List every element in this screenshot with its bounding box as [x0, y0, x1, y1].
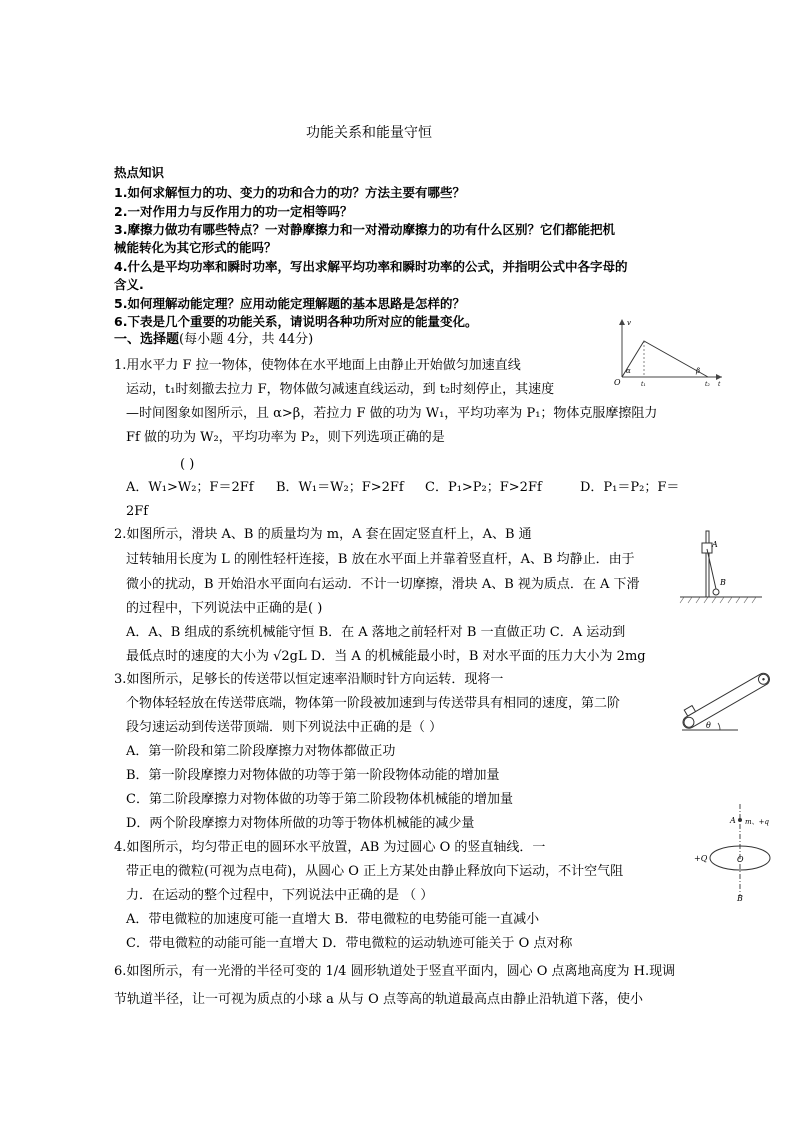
q1-fig-o: O — [614, 378, 621, 387]
q4-line: 力．在运动的整个过程中，下列说法中正确的是 （ ） — [126, 888, 434, 903]
hot-item: 1.如何求解恒力的功、变力的功和合力的功？方法主要有哪些？ — [114, 185, 465, 200]
q2-line: 过转轴用长度为 L 的刚性轻杆连接，B 放在水平面上并靠着竖直杆，A、B 均静止．由于 — [126, 552, 635, 567]
q2-rod-figure — [676, 525, 766, 605]
q4-line: 带正电的微粒(可视为点电荷)，从圆心 O 正上方某处由静止释放向下运动，不计空气阻 — [126, 864, 624, 879]
q3-line: 3.如图所示，足够长的传送带以恒定速率沿顺时针方向运转．现将一 — [114, 672, 504, 687]
hot-heading: 热点知识 — [114, 165, 165, 180]
q6-line: 6.如图所示，有一光滑的半径可变的 1/4 圆形轨道处于竖直平面内，圆心 O 点离地高度为 H.现调 — [114, 964, 676, 979]
q2-line: 微小的扰动，B 开始沿水平面向右运动．不计一切摩擦，滑块 A、B 视为质点．在 A 下滑 — [126, 577, 640, 592]
q3-option-d: D．两个阶段摩擦力对物体所做的功等于物体机械能的减少量 — [126, 816, 475, 831]
q4-line: 4.如图所示，均匀带正电的圆环水平放置，AB 为过圆心 O 的竖直轴线．一 — [114, 840, 546, 855]
q1-answer-blank: ( ) — [180, 457, 195, 472]
q2-line: 的过程中，下列说法中正确的是( ) — [126, 601, 323, 616]
q2-options: 最低点时的速度的大小为 √2gL D．当 A 的机械能最小时，B 对水平面的压力大小为 2mg — [126, 649, 646, 664]
q2-fig-a: A — [712, 540, 718, 549]
hot-item: 5.如何理解动能定理？应用动能定理解题的基本思路是怎样的？ — [114, 296, 465, 311]
q1-line: Ff 做的功为 W₂，平均功率为 P₂，则下列选项正确的是 — [126, 430, 445, 445]
section-label: 一、选择题 — [114, 332, 180, 347]
hot-item: 械能转化为其它形式的能吗？ — [114, 240, 277, 255]
q1-vt-graph — [610, 315, 730, 390]
q4-ring-figure — [690, 800, 790, 910]
q1-line: —时间图象如图所示，且 α>β，若拉力 F 做的功为 W₁，平均功率为 P₁；物体克服摩擦阻力 — [126, 406, 658, 421]
q4-fig-b: B — [737, 894, 743, 903]
q4-options: A．带电微粒的加速度可能一直增大 B．带电微粒的电势能可能一直减小 — [126, 912, 540, 927]
q1-option-d-tail: 2Ff — [126, 504, 149, 519]
hot-item: 6.下表是几个重要的功能关系，请说明各种功所对应的能量变化。 — [114, 314, 478, 329]
section-heading — [114, 330, 313, 350]
hot-item: 含义. — [114, 277, 144, 292]
q1-line: 运动，t₁时刻撤去拉力 F，物体做匀减速直线运动，到 t₂时刻停止，其速度 — [126, 382, 555, 397]
q1-line: 1.用水平力 F 拉一物体，使物体在水平地面上由静止开始做匀加速直线 — [114, 358, 521, 373]
q2-line: 2.如图所示，滑块 A、B 的质量均为 m，A 套在固定竖直杆上，A、B 通 — [114, 527, 532, 542]
q2-options: A．A、B 组成的系统机械能守恒 B．在 A 落地之前轻杆对 B 一直做正功 C．A 运动到 — [126, 625, 626, 640]
q4-fig-plusq: +Q — [694, 854, 708, 863]
q1-option-a: A．W₁>W₂；F＝2Ff — [126, 480, 254, 495]
q3-conveyor-figure — [678, 668, 783, 738]
q6-line: 节轨道半径，让一可视为质点的小球 a 从与 O 点等高的轨道最高点由静止沿轨道下落，使小 — [114, 992, 643, 1007]
q1-option-b: B．W₁＝W₂；F>2Ff — [276, 480, 404, 495]
q4-options: C．带电微粒的动能可能一直增大 D．带电微粒的运动轨迹可能关于 O 点对称 — [126, 936, 573, 951]
q3-option-a: A．第一阶段和第二阶段摩擦力对物体都做正功 — [126, 744, 396, 759]
q2-fig-b: B — [720, 578, 726, 587]
q1-fig-beta: β — [696, 367, 701, 375]
q4-fig-a: A — [730, 816, 736, 825]
q1-option-c: C．P₁>P₂；F>2Ff — [425, 480, 542, 495]
hot-item: 3.摩擦力做功有哪些特点？一对静摩擦力和一对滑动摩擦力的功有什么区别？它们都能把机 — [114, 222, 615, 237]
q3-fig-theta: θ — [706, 721, 711, 730]
q4-fig-o: O — [737, 855, 744, 864]
q1-fig-v: v — [627, 319, 631, 327]
q3-option-c: C．第二阶段摩擦力对物体做的功等于第二阶段物体机械能的增加量 — [126, 792, 513, 807]
section-note: (每小题 4分，共 44分) — [179, 332, 314, 347]
q1-option-d: D．P₁＝P₂；F＝ — [580, 480, 680, 495]
page-title: 功能关系和能量守恒 — [306, 125, 432, 141]
q1-fig-t1: t₁ — [641, 381, 646, 388]
q3-line: 个物体轻轻放在传送带底端，物体第一阶段被加速到与传送带具有相同的速度，第二阶 — [126, 696, 621, 711]
hot-item: 2.一对作用力与反作用力的功一定相等吗？ — [114, 204, 353, 219]
q3-option-b: B．第一阶段摩擦力对物体做的功等于第一阶段物体动能的增加量 — [126, 768, 500, 783]
hot-item: 4.什么是平均功率和瞬时功率，写出求解平均功率和瞬时功率的公式，并指明公式中各字母的 — [114, 259, 628, 274]
q3-line: 段匀速运动到传送带顶端．则下列说法中正确的是（ ） — [126, 720, 443, 735]
q4-fig-mq: m、+q — [745, 818, 769, 826]
q1-fig-t2: t₂ — [705, 381, 710, 388]
q1-fig-t: t — [718, 381, 721, 388]
q1-fig-alpha: α — [626, 367, 631, 375]
